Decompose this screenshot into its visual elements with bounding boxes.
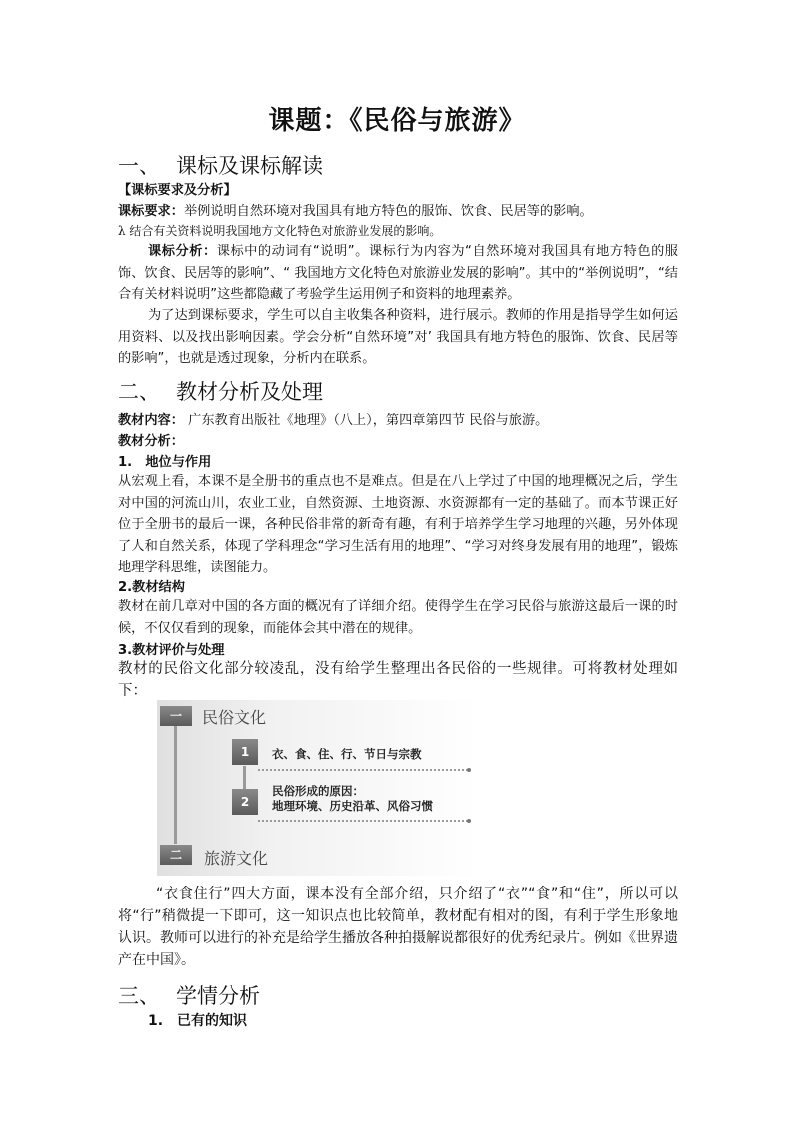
section-2-number: 二、 (118, 380, 160, 404)
section-3-title: 学情分析 (176, 984, 260, 1008)
subheading-structure: 2.教材结构 (118, 580, 185, 595)
analysis-text: 课标中的动词有“说明”。课标行为内容为“自然环境对我国具有地方特色的服饰、饮食、民居等的影响”、“ 我国地方文化特色对旅游业发展的影响”。其中的“举例说明”，“结合有关材料说明”这些都隐藏了考验学生运用例子和资料的地理素养。 (118, 244, 678, 302)
section-3-heading (118, 980, 260, 1010)
content-label: 教材内容： (118, 413, 184, 428)
section-1-number: 一、 (118, 154, 160, 178)
after-diagram-paragraph: “衣食住行”四大方面，课本没有全部介绍，只介绍了“衣”“食”和“住”，所以可以将“行”稍微提一下即可，这一知识点也比较简单，教材配有相对的图，有利于学生形象地认识。教师可以进行的补充是给学生播放各种拍摄解说都很好的优秀纪录片。例如《世界遗产在中国》。 (118, 886, 678, 968)
diagram-item-2-dot (467, 819, 471, 823)
diagram-item-1-divider (258, 769, 468, 771)
section-2-title: 教材分析及处理 (176, 380, 323, 404)
analysis-paragraph (118, 241, 678, 306)
requirement-paragraph-2: 为了达到课标要求，学生可以自主收集各种资料，进行展示。教师的作用是指导学生如何运用资料、以及找出影响因素。学会分析“自然环境”对’ 我国具有地方特色的服饰、饮食、民居等的影响”，也就是透过现象，分析内在联系。 (118, 308, 678, 366)
requirement-label: 课标要求： (118, 204, 184, 219)
page-title: 课题：《民俗与旅游》 (268, 106, 526, 136)
content-line (118, 410, 548, 431)
diagram-item-2-line-2: 地理环境、历史沿革、风俗习惯 (272, 799, 433, 813)
diagram-item-1-number: 1 (232, 739, 258, 765)
diagram-item-1-text: 衣、食、住、行、节日与宗教 (272, 747, 422, 761)
diagram-box-2: 二 (160, 845, 192, 865)
analysis-label: 课标分析： (148, 244, 217, 259)
requirement-line (118, 201, 593, 222)
subheading-evaluation: 3.教材评价与处理 (118, 643, 225, 658)
diagram-item-2-number: 2 (232, 789, 258, 815)
section-1-heading (118, 150, 323, 180)
diagram-item-2-text (272, 784, 433, 814)
section-3-number: 三、 (118, 984, 160, 1008)
diagram-item-2-divider (258, 820, 468, 822)
requirement-header: 【课标要求及分析】 (118, 183, 237, 198)
section-2-heading (118, 376, 323, 406)
section-1-title: 课标及课标解读 (176, 154, 323, 178)
requirement-text: 举例说明自然环境对我国具有地方特色的服饰、饮食、民居等的影响。 (183, 204, 593, 219)
diagram-box-1: 一 (160, 706, 192, 726)
diagram-item-1-dot (467, 768, 471, 772)
structure-paragraph: 教材在前几章对中国的各方面的概况有了详细介绍。使得学生在学习民俗与旅游这最后一课的时候，不仅仅看到的现象，而能体会其中潜在的规律。 (118, 599, 678, 636)
subheading-position: 1. 地位与作用 (118, 455, 212, 470)
diagram-heading-tourism-culture: 旅游文化 (204, 849, 269, 868)
requirement-bullet: λ 结合有关资料说明我国地方文化特色对旅游业发展的影响。 (118, 224, 442, 238)
diagram-item-2-line-1: 民俗形成的原因： (272, 784, 364, 798)
content-text: 广东教育出版社《地理》（八上），第四章第四节 民俗与旅游。 (183, 413, 549, 428)
diagram-main-line (174, 726, 177, 844)
subheading-existing-knowledge: 1. 已有的知识 (148, 1013, 248, 1029)
material-analysis-label: 教材分析： (118, 434, 184, 449)
evaluation-paragraph: 教材的民俗文化部分较凌乱，没有给学生整理出各民俗的一些规律。可将教材处理如下： (118, 661, 678, 699)
diagram-heading-folk-culture: 民俗文化 (202, 708, 267, 727)
position-paragraph: 从宏观上看，本课不是全册书的重点也不是难点。但是在八上学过了中国的地理概况之后，学生对中国的河流山川，农业工业，自然资源、土地资源、水资源都有一定的基础了。而本节课正好位于全册书的最后一课，各种民俗非常的新奇有趣，有利于培养学生学习地理的兴趣，另外体现了人和自然关系，体现了学科理念“学习生活有用的地理”、“学习对终身发展有用的地理”，锻炼地理学科思维，读图能力。 (118, 474, 678, 575)
